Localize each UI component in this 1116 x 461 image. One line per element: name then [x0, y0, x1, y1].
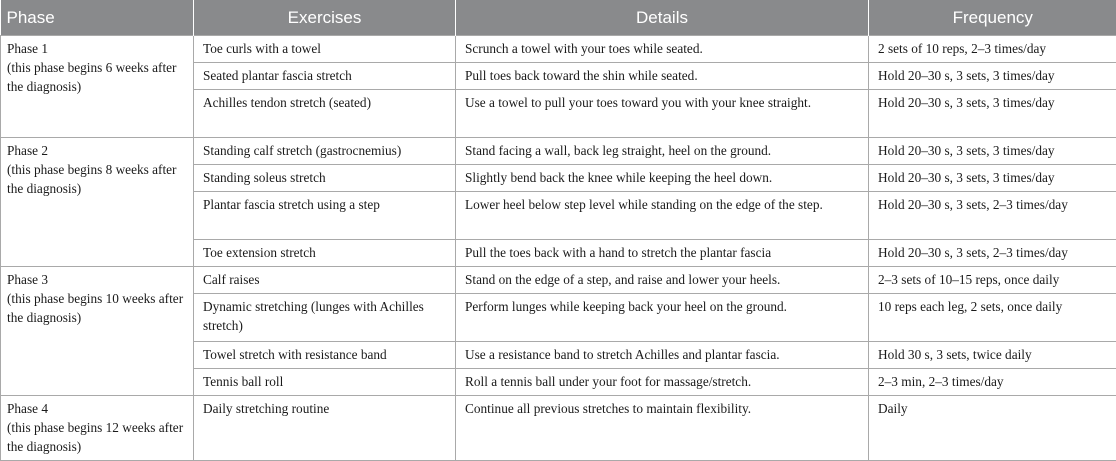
details-cell: Perform lunges while keeping back your heel on the ground.	[456, 294, 869, 342]
header-exercises: Exercises	[194, 0, 456, 36]
frequency-cell: 10 reps each leg, 2 sets, once daily	[869, 294, 1116, 342]
exercise-cell: Toe extension stretch	[194, 240, 456, 267]
exercise-cell: Seated plantar fascia stretch	[194, 63, 456, 90]
exercise-cell: Achilles tendon stretch (seated)	[194, 90, 456, 138]
exercise-cell: Standing soleus stretch	[194, 165, 456, 192]
details-cell: Scrunch a towel with your toes while seated.	[456, 36, 869, 63]
frequency-cell: Hold 30 s, 3 sets, twice daily	[869, 342, 1116, 369]
frequency-cell: 2–3 sets of 10–15 reps, once daily	[869, 267, 1116, 294]
table-header-row	[1, 0, 1116, 36]
header-phase: Phase	[1, 0, 194, 36]
phase-note: (this phase begins 6 weeks after the diagnosis)	[7, 58, 185, 96]
details-cell: Pull toes back toward the shin while seated.	[456, 63, 869, 90]
frequency-cell: Hold 20–30 s, 3 sets, 2–3 times/day	[869, 192, 1116, 240]
table-row	[1, 396, 1116, 461]
table-row	[1, 36, 1116, 63]
table-row	[1, 138, 1116, 165]
frequency-cell: Hold 20–30 s, 3 sets, 2–3 times/day	[869, 240, 1116, 267]
exercise-cell: Towel stretch with resistance band	[194, 342, 456, 369]
header-frequency: Frequency	[869, 0, 1116, 36]
phase-note: (this phase begins 8 weeks after the diagnosis)	[7, 160, 185, 198]
exercise-cell: Toe curls with a towel	[194, 36, 456, 63]
header-details: Details	[456, 0, 869, 36]
phase-cell	[1, 267, 194, 396]
exercise-cell: Tennis ball roll	[194, 369, 456, 396]
frequency-cell: 2–3 min, 2–3 times/day	[869, 369, 1116, 396]
frequency-cell: Hold 20–30 s, 3 sets, 3 times/day	[869, 63, 1116, 90]
exercise-cell: Calf raises	[194, 267, 456, 294]
frequency-cell: Hold 20–30 s, 3 sets, 3 times/day	[869, 138, 1116, 165]
details-cell: Stand facing a wall, back leg straight, heel on the ground.	[456, 138, 869, 165]
phase-name: Phase 2	[7, 141, 185, 160]
frequency-cell: Hold 20–30 s, 3 sets, 3 times/day	[869, 165, 1116, 192]
exercise-cell: Plantar fascia stretch using a step	[194, 192, 456, 240]
phase-cell	[1, 138, 194, 267]
phase-name: Phase 4	[7, 399, 185, 418]
exercise-cell: Daily stretching routine	[194, 396, 456, 461]
details-cell: Roll a tennis ball under your foot for massage/stretch.	[456, 369, 869, 396]
details-cell: Stand on the edge of a step, and raise and lower your heels.	[456, 267, 869, 294]
details-cell: Use a resistance band to stretch Achilles and plantar fascia.	[456, 342, 869, 369]
table-row	[1, 267, 1116, 294]
phase-cell	[1, 396, 194, 461]
phase-name: Phase 3	[7, 270, 185, 289]
exercise-cell: Standing calf stretch (gastrocnemius)	[194, 138, 456, 165]
phase-name: Phase 1	[7, 39, 185, 58]
frequency-cell: Hold 20–30 s, 3 sets, 3 times/day	[869, 90, 1116, 138]
details-cell: Continue all previous stretches to maintain flexibility.	[456, 396, 869, 461]
details-cell: Lower heel below step level while standing on the edge of the step.	[456, 192, 869, 240]
details-cell: Slightly bend back the knee while keeping the heel down.	[456, 165, 869, 192]
details-cell: Pull the toes back with a hand to stretch the plantar fascia	[456, 240, 869, 267]
details-cell: Use a towel to pull your toes toward you with your knee straight.	[456, 90, 869, 138]
frequency-cell: 2 sets of 10 reps, 2–3 times/day	[869, 36, 1116, 63]
phase-note: (this phase begins 12 weeks after the diagnosis)	[7, 418, 185, 456]
phase-cell	[1, 36, 194, 138]
phase-note: (this phase begins 10 weeks after the diagnosis)	[7, 289, 185, 327]
exercise-cell: Dynamic stretching (lunges with Achilles stretch)	[194, 294, 456, 342]
frequency-cell: Daily	[869, 396, 1116, 461]
